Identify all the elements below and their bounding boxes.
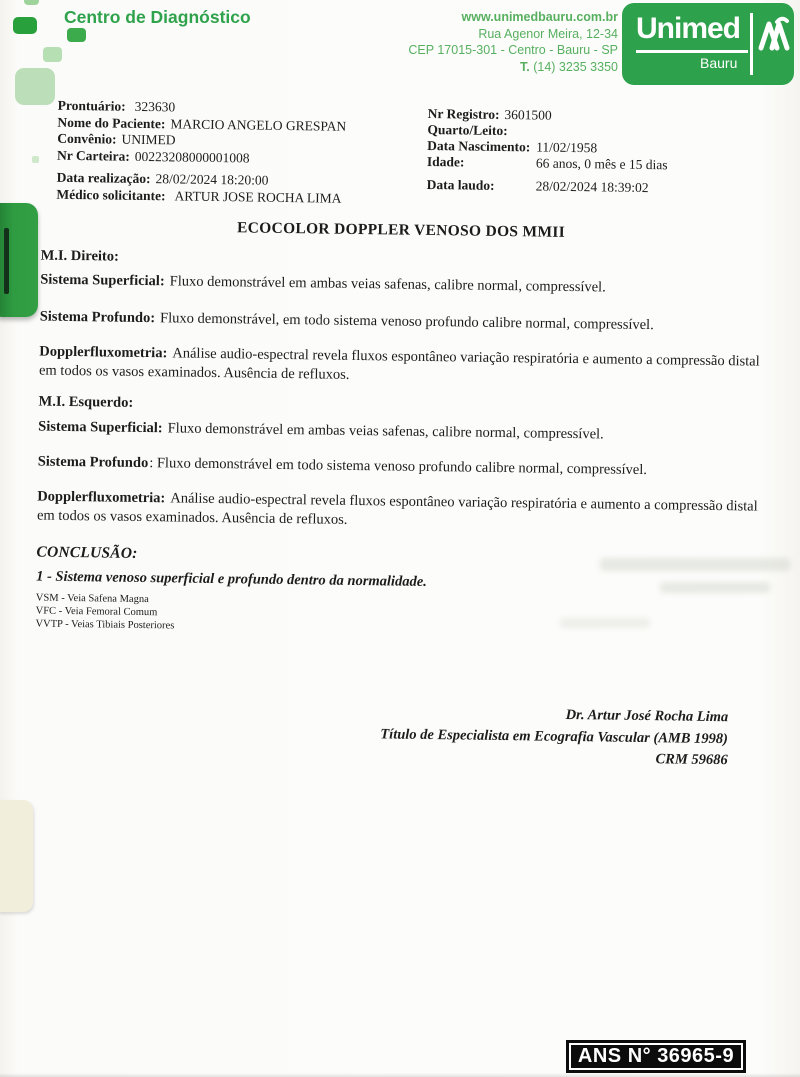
field-convenio: Convênio: UNIMED [57,130,176,148]
field-nome-paciente: Nome do Paciente: MARCIO ANGELO GRESPAN [57,114,347,134]
doctor-crm: CRM 59686 [655,751,728,769]
paragraph-doppler-left: Dopplerfluxometria: Análise audio-espectral revela fluxos espontâneo variação respiratória e aumento a compressão distal em todos os vasos examinados. Ausência de refluxos. [36,488,758,528]
website-text: www.unimedbauru.com.br [461,10,618,24]
paragraph-profundo-left: Sistema Profundo: Fluxo demonstrável em todo sistema venoso profundo calibre normal, compressível. [37,453,648,479]
field-medico-solicitante: Médico solicitante: ARTUR JOSE ROCHA LIMA [56,186,342,206]
phone-number: (14) 3235 3350 [533,59,618,74]
abbreviation-vfc: VFC - Veia Femoral Comum [35,605,158,619]
field-data-realizacao: Data realização: 28/02/2024 18:20:00 [56,169,269,188]
clinic-name: Centro de Diagnóstico [64,7,251,27]
conclusion-heading: CONCLUSÃO: [36,543,138,562]
doctor-title: Título de Especialista em Ecografia Vascular (AMB 1998) [380,725,729,747]
patient-info-right [427,106,669,196]
paragraph-doppler-right: Dopplerfluxometria: Análise audio-espectral revela fluxos espontâneo variação respiratória e aumento a compressão distal em todos os vasos examinados. Ausência de refluxos. [38,343,760,383]
paragraph-superficial-left: Sistema Superficial: Fluxo demonstrável em ambas veias safenas, calibre normal, compressível. [38,418,604,443]
signature-block [380,702,728,771]
ans-registration-label: ANS N° 36965-9 [569,1043,743,1070]
scan-bottom-edge [0,1073,800,1077]
unimed-wordmark: Unimed [636,12,741,45]
abbreviation-vsm: VSM - Veia Safena Magna [35,592,149,606]
field-idade: Idade: 66 anos, 0 mês e 15 dias [426,153,668,173]
paragraph-profundo-right: Sistema Profundo: Fluxo demonstrável, em todo sistema venoso profundo calibre normal, compressível. [39,308,654,334]
report-title: ECOCOLOR DOPPLER VENOSO DOS MMII [236,219,566,241]
patient-info-left [56,98,346,207]
section-heading-right-leg: M.I. Direito: [40,247,119,265]
conclusion-item: 1 - Sistema venoso superficial e profundo dentro da normalidade. [36,568,427,590]
field-nr-registro: Nr Registro: 3601500 [427,105,552,123]
paragraph-superficial-right: Sistema Superficial: Fluxo demonstrável em ambas veias safenas, calibre normal, compressível. [40,271,606,296]
address-line: CEP 17015-301 - Centro - Bauru - SP [408,43,618,57]
field-quarto-leito: Quarto/Leito: [427,121,508,139]
field-nr-carteira: Nr Carteira: 00223208000001008 [56,147,250,165]
section-heading-left-leg: M.I. Esquerdo: [38,393,134,411]
field-data-laudo: Data laudo: 28/02/2024 18:39:02 [426,176,649,196]
logo-city-label: Bauru [700,55,738,71]
phone-prefix: T. [519,59,530,74]
field-prontuario: Prontuário: 323630 [57,97,176,115]
report-body [35,247,772,641]
ans-registration-sticker [566,1040,746,1073]
address-line: Rua Agenor Meira, 12-34 [478,26,618,41]
field-data-nascimento: Data Nascimento: 11/02/1958 [427,137,598,156]
abbreviation-vvtp: VVTP - Veias Tibiais Posteriores [35,618,175,632]
doctor-name: Dr. Artur José Rocha Lima [565,706,729,726]
